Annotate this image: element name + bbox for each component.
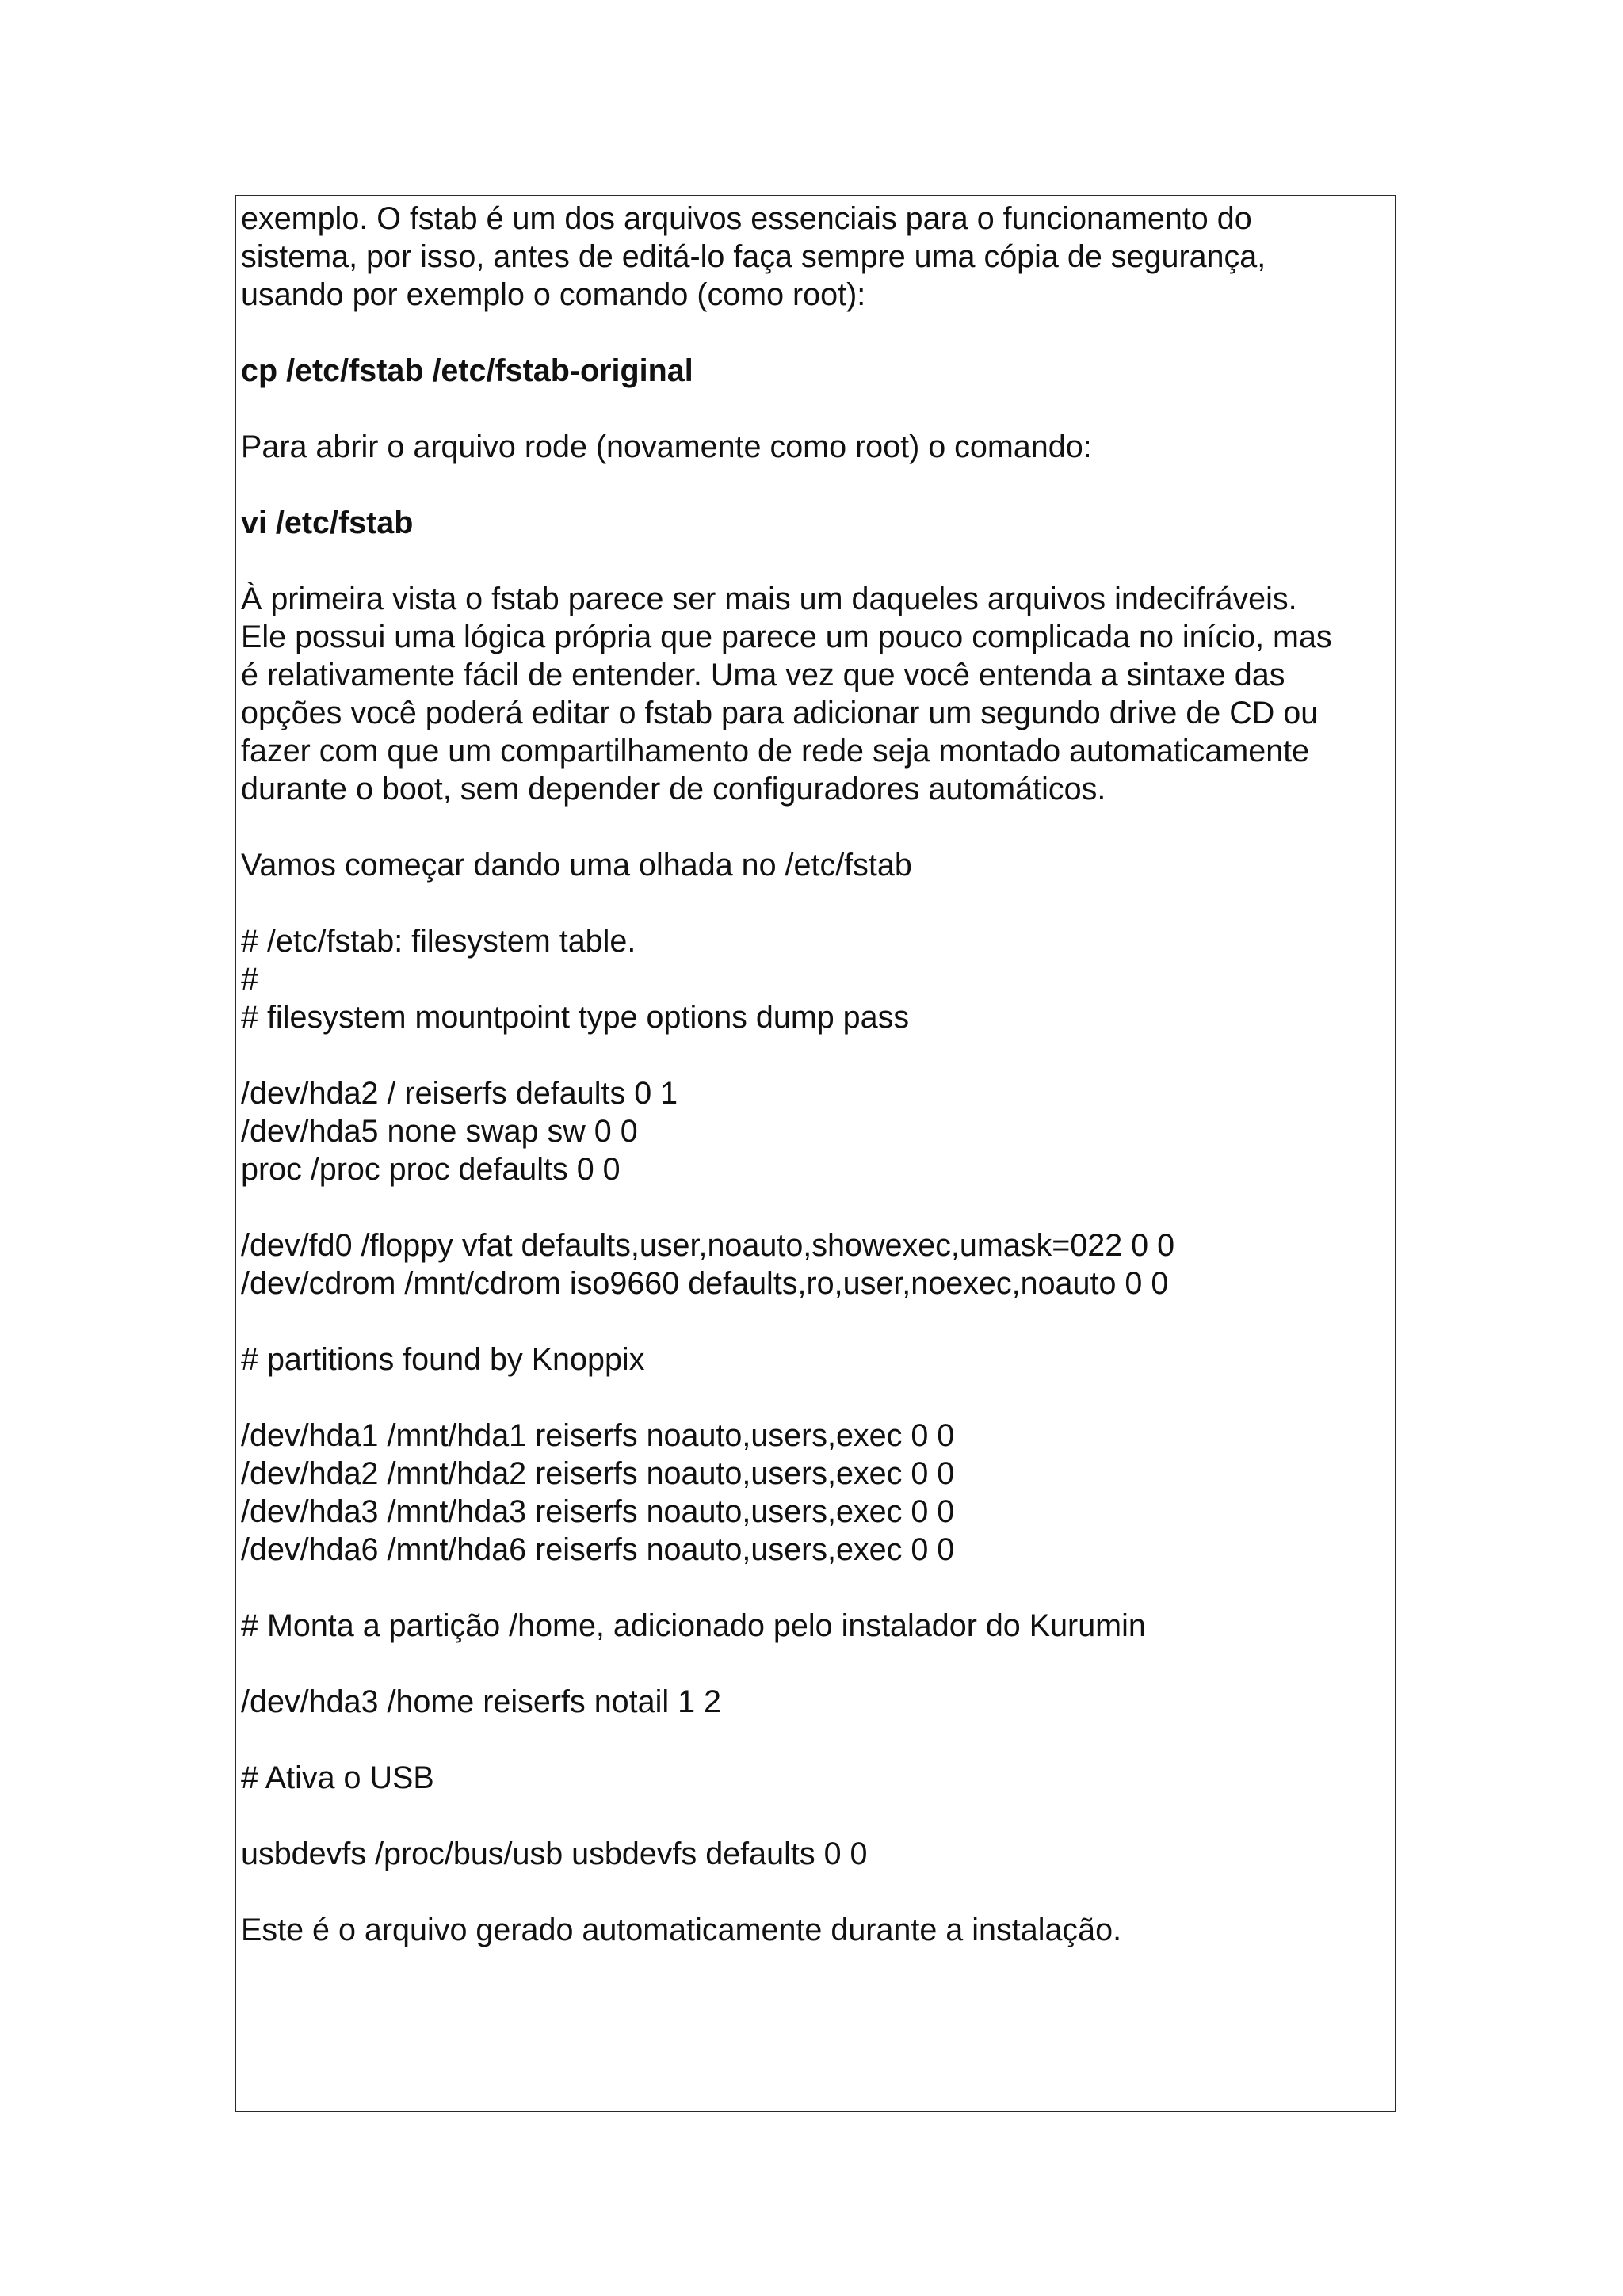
command-backup: cp /etc/fstab /etc/fstab-original bbox=[241, 353, 693, 388]
paragraph-line: é relativamente fácil de entender. Uma vez que você entenda a sintaxe das bbox=[241, 658, 1285, 692]
fstab-entry: usbdevfs /proc/bus/usb usbdevfs defaults 0 0 bbox=[241, 1836, 868, 1871]
paragraph-line: usando por exemplo o comando (como root): bbox=[241, 277, 866, 312]
fstab-entry: /dev/hda2 /mnt/hda2 reiserfs noauto,users,exec 0 0 bbox=[241, 1456, 955, 1491]
fstab-entry: /dev/hda3 /home reiserfs notail 1 2 bbox=[241, 1684, 722, 1719]
fstab-comment: # Monta a partição /home, adicionado pelo instalador do Kurumin bbox=[241, 1608, 1146, 1643]
paragraph-line: durante o boot, sem depender de configuradores automáticos. bbox=[241, 772, 1106, 807]
paragraph-line: Este é o arquivo gerado automaticamente durante a instalação. bbox=[241, 1913, 1122, 1947]
fstab-entry: /dev/hda6 /mnt/hda6 reiserfs noauto,users,exec 0 0 bbox=[241, 1532, 955, 1567]
fstab-comment: # bbox=[241, 962, 258, 997]
fstab-comment: # Ativa o USB bbox=[241, 1760, 434, 1795]
fstab-comment: # partitions found by Knoppix bbox=[241, 1342, 645, 1377]
paragraph-line: sistema, por isso, antes de editá-lo faça sempre uma cópia de segurança, bbox=[241, 239, 1266, 274]
paragraph-line: Para abrir o arquivo rode (novamente como root) o comando: bbox=[241, 429, 1092, 464]
fstab-comment: # filesystem mountpoint type options dump pass bbox=[241, 1000, 910, 1035]
command-open: vi /etc/fstab bbox=[241, 505, 414, 540]
paragraph-line: Ele possui uma lógica própria que parece um pouco complicada no início, mas bbox=[241, 620, 1332, 654]
fstab-entry: /dev/hda5 none swap sw 0 0 bbox=[241, 1114, 638, 1149]
fstab-entry: /dev/fd0 /floppy vfat defaults,user,noauto,showexec,umask=022 0 0 bbox=[241, 1228, 1175, 1263]
fstab-entry: /dev/hda2 / reiserfs defaults 0 1 bbox=[241, 1076, 678, 1111]
paragraph-line: exemplo. O fstab é um dos arquivos essenciais para o funcionamento do bbox=[241, 201, 1252, 236]
fstab-entry: proc /proc proc defaults 0 0 bbox=[241, 1152, 621, 1187]
fstab-entry: /dev/hda3 /mnt/hda3 reiserfs noauto,users,exec 0 0 bbox=[241, 1494, 955, 1529]
fstab-comment: # /etc/fstab: filesystem table. bbox=[241, 924, 636, 959]
paragraph-line: À primeira vista o fstab parece ser mais um daqueles arquivos indecifráveis. bbox=[241, 582, 1297, 616]
document-frame bbox=[235, 195, 1396, 2112]
paragraph-line: opções você poderá editar o fstab para adicionar um segundo drive de CD ou bbox=[241, 696, 1319, 730]
fstab-entry: /dev/cdrom /mnt/cdrom iso9660 defaults,ro,user,noexec,noauto 0 0 bbox=[241, 1266, 1169, 1301]
paragraph-line: Vamos começar dando uma olhada no /etc/fstab bbox=[241, 848, 912, 883]
fstab-entry: /dev/hda1 /mnt/hda1 reiserfs noauto,users,exec 0 0 bbox=[241, 1418, 955, 1453]
paragraph-line: fazer com que um compartilhamento de rede seja montado automaticamente bbox=[241, 734, 1310, 769]
